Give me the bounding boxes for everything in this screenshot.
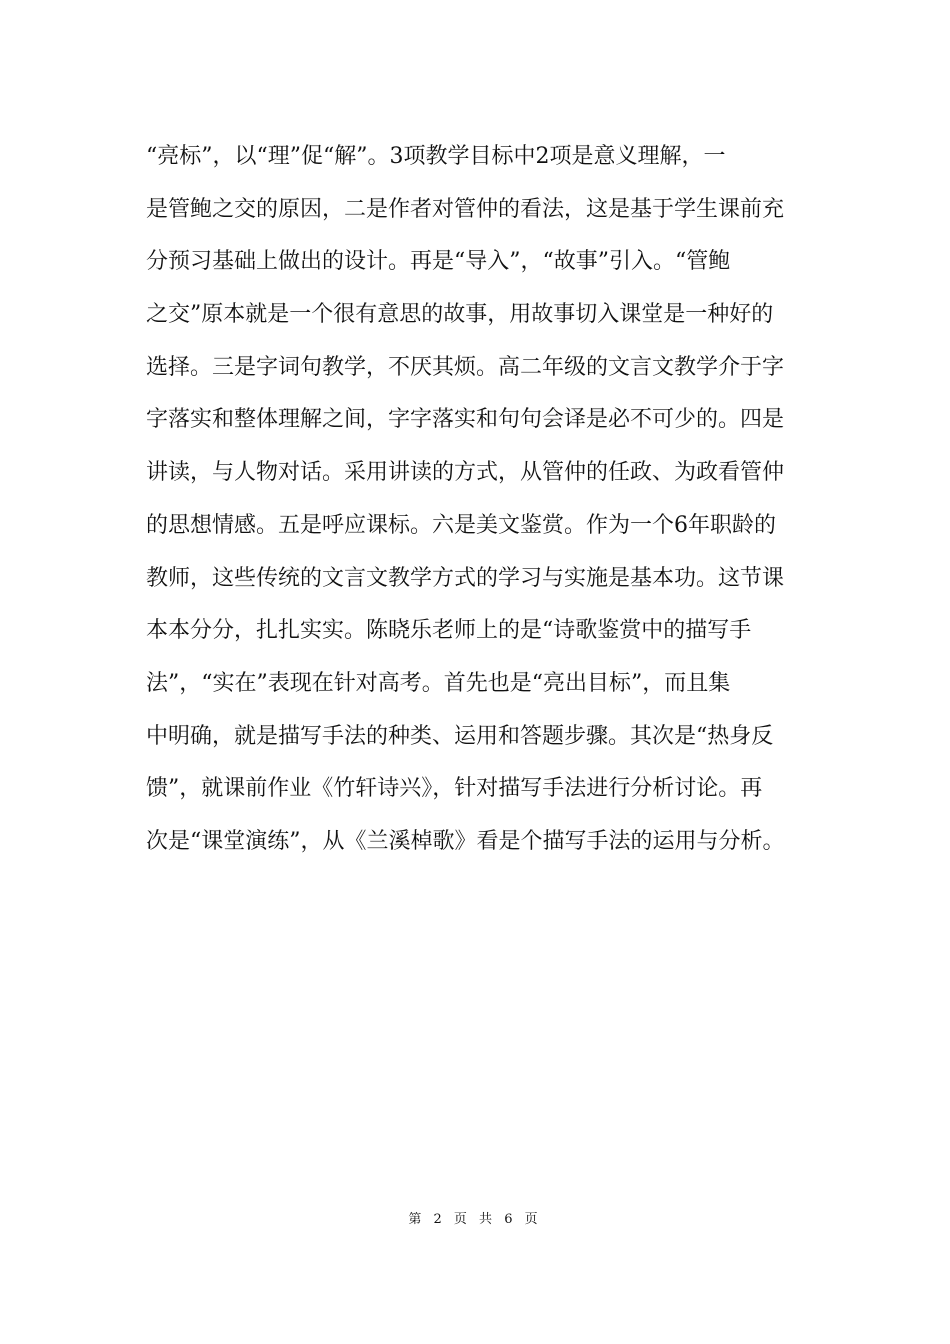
text-line: 分预习基础上做出的设计。再是“导入”，“故事”引入。“管鲍 (146, 249, 731, 275)
text-line: 的思想情感。五是呼应课标。六是美文鉴赏。作为一个6年职龄的 (146, 512, 776, 538)
text-line: 选择。三是字词句教学，不厌其烦。高二年级的文言文教学介于字 (146, 354, 785, 380)
text-line: 法”，“实在”表现在针对高考。首先也是“亮出目标”，而且集 (146, 670, 731, 696)
text-line: 馈”，就课前作业《竹轩诗兴》，针对描写手法进行分析讨论。再 (146, 776, 763, 802)
page-number-footer: 第 2 页 共 6 页 (408, 1212, 542, 1227)
text-line: 是管鲍之交的原因，二是作者对管仲的看法，这是基于学生课前充 (146, 196, 785, 222)
text-line: 字落实和整体理解之间，字字落实和句句会译是必不可少的。四是 (146, 407, 785, 433)
text-line: 教师，这些传统的文言文教学方式的学习与实施是基本功。这节课 (146, 565, 785, 591)
text-line: 次是“课堂演练”，从《兰溪棹歌》看是个描写手法的运用与分析。 (146, 828, 785, 854)
text-line: 讲读，与人物对话。采用讲读的方式，从管仲的任政、为政看管仲 (146, 460, 785, 486)
body-text (146, 131, 818, 869)
text-line: “亮标”，以“理”促“解”。3项教学目标中2项是意义理解，一 (146, 144, 726, 169)
text-line: 中明确，就是描写手法的种类、运用和答题步骤。其次是“热身反 (146, 723, 774, 749)
text-line: 本本分分，扎扎实实。陈晓乐老师上的是“诗歌鉴赏中的描写手 (146, 618, 752, 644)
text-line: 之交”原本就是一个很有意思的故事，用故事切入课堂是一种好的 (146, 302, 774, 328)
